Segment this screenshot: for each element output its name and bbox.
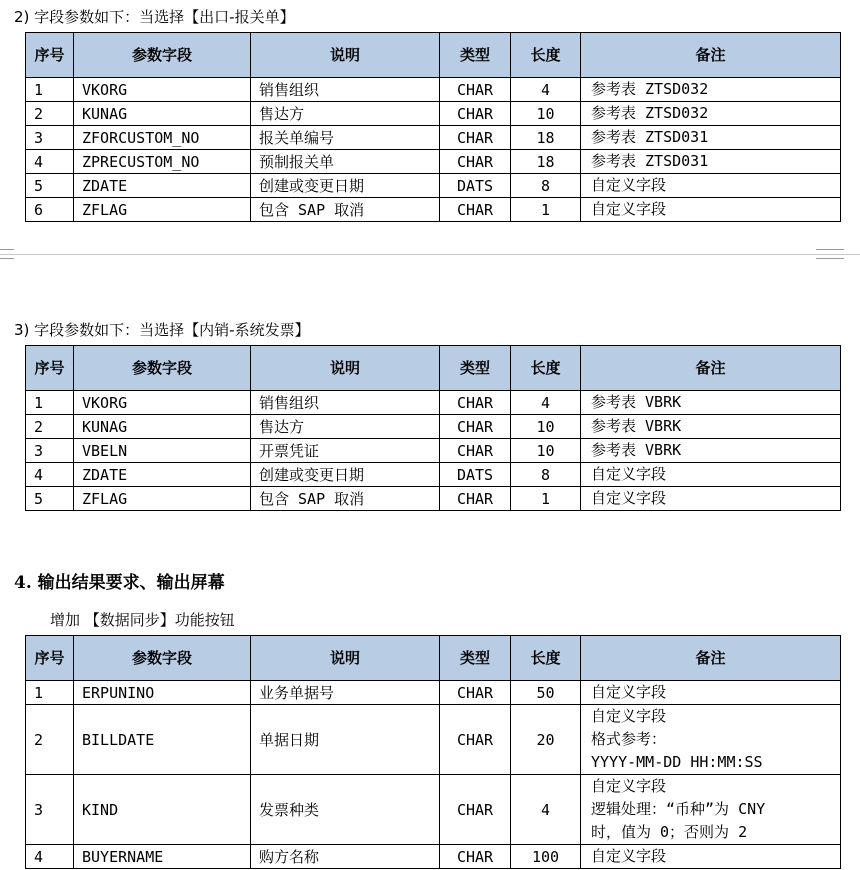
cell-remark: 自定义字段 (581, 487, 841, 511)
cell-seq: 5 (26, 174, 74, 198)
header-length: 长度 (511, 346, 581, 391)
cell-seq: 2 (26, 102, 74, 126)
header-length: 长度 (511, 33, 581, 78)
remark-line: 自定义字段 (591, 707, 667, 725)
cell-length: 8 (511, 463, 581, 487)
cell-desc: 包含 SAP 取消 (251, 487, 440, 511)
cell-length: 4 (511, 78, 581, 102)
cell-seq: 1 (26, 391, 74, 415)
cell-remark (581, 681, 841, 705)
cell-field: ZDATE (74, 463, 251, 487)
cell-type: CHAR (440, 126, 511, 150)
cell-length: 10 (511, 415, 581, 439)
cell-type: CHAR (440, 198, 511, 222)
table-row (26, 415, 841, 439)
cell-length: 18 (511, 126, 581, 150)
cell-length: 1 (511, 198, 581, 222)
output-fields-table (25, 635, 841, 869)
cell-desc: 购方名称 (251, 845, 440, 869)
cell-remark: 自定义字段 (581, 198, 841, 222)
header-seq: 序号 (26, 636, 74, 681)
cell-type: CHAR (440, 681, 511, 705)
cell-seq: 3 (26, 775, 74, 845)
table-row (26, 439, 841, 463)
cell-remark: 参考表 VBRK (581, 439, 841, 463)
domestic-invoice-params-table (25, 345, 841, 511)
header-remark: 备注 (581, 636, 841, 681)
header-description: 说明 (251, 33, 440, 78)
cell-length: 100 (511, 845, 581, 869)
cell-type: CHAR (440, 78, 511, 102)
cell-desc: 报关单编号 (251, 126, 440, 150)
remark-line: 时，值为 0；否则为 2 (591, 823, 748, 841)
table-header-row (26, 636, 841, 681)
cell-field: VKORG (74, 391, 251, 415)
cell-seq: 1 (26, 681, 74, 705)
cell-desc: 售达方 (251, 415, 440, 439)
header-param-field: 参数字段 (74, 33, 251, 78)
cell-seq: 2 (26, 415, 74, 439)
cell-desc: 单据日期 (251, 705, 440, 775)
cell-seq: 4 (26, 150, 74, 174)
header-description: 说明 (251, 636, 440, 681)
cell-length: 20 (511, 705, 581, 775)
cell-field: ZPRECUSTOM_NO (74, 150, 251, 174)
cell-remark: 参考表 VBRK (581, 391, 841, 415)
cell-length: 18 (511, 150, 581, 174)
cell-seq: 1 (26, 78, 74, 102)
cell-desc: 创建或变更日期 (251, 463, 440, 487)
cell-desc: 包含 SAP 取消 (251, 198, 440, 222)
cell-desc: 销售组织 (251, 78, 440, 102)
cell-type: CHAR (440, 150, 511, 174)
cell-remark: 参考表 VBRK (581, 415, 841, 439)
remark-line: 自定义字段 (591, 847, 667, 865)
cell-type: CHAR (440, 102, 511, 126)
cell-type: CHAR (440, 415, 511, 439)
cell-length: 8 (511, 174, 581, 198)
header-type: 类型 (440, 346, 511, 391)
header-type: 类型 (440, 33, 511, 78)
table-row (26, 174, 841, 198)
cell-desc: 销售组织 (251, 391, 440, 415)
cell-length: 4 (511, 391, 581, 415)
cell-field: ZDATE (74, 174, 251, 198)
remark-line: YYYY-MM-DD HH:MM:SS (591, 753, 763, 771)
cell-type: CHAR (440, 487, 511, 511)
cell-length: 4 (511, 775, 581, 845)
cell-seq: 4 (26, 845, 74, 869)
cell-length: 10 (511, 102, 581, 126)
remark-line: 自定义字段 (591, 683, 667, 701)
cell-field: BILLDATE (74, 705, 251, 775)
page-break-marker-right (816, 249, 844, 259)
table-row (26, 78, 841, 102)
cell-remark: 自定义字段 (581, 463, 841, 487)
cell-seq: 2 (26, 705, 74, 775)
table-row (26, 150, 841, 174)
section-2-caption: 2) 字段参数如下：当选择【出口-报关单】 (14, 8, 295, 26)
header-remark: 备注 (581, 33, 841, 78)
table-row (26, 681, 841, 705)
remark-line: 自定义字段 (591, 777, 667, 795)
cell-length: 10 (511, 439, 581, 463)
cell-type: DATS (440, 174, 511, 198)
cell-type: DATS (440, 463, 511, 487)
page-break-marker-left (0, 249, 14, 259)
cell-field: ERPUNINO (74, 681, 251, 705)
cell-remark (581, 845, 841, 869)
table-row (26, 198, 841, 222)
cell-field: VBELN (74, 439, 251, 463)
table-row (26, 775, 841, 845)
table-row (26, 391, 841, 415)
cell-seq: 3 (26, 126, 74, 150)
cell-length: 1 (511, 487, 581, 511)
cell-desc: 售达方 (251, 102, 440, 126)
header-param-field: 参数字段 (74, 346, 251, 391)
cell-field: ZFORCUSTOM_NO (74, 126, 251, 150)
cell-seq: 6 (26, 198, 74, 222)
remark-line: 逻辑处理：“币种”为 CNY (591, 800, 766, 818)
cell-type: CHAR (440, 439, 511, 463)
cell-desc: 业务单据号 (251, 681, 440, 705)
cell-field: ZFLAG (74, 487, 251, 511)
header-seq: 序号 (26, 33, 74, 78)
table-header-row (26, 33, 841, 78)
cell-remark: 参考表 ZTSD031 (581, 126, 841, 150)
cell-desc: 预制报关单 (251, 150, 440, 174)
cell-remark: 参考表 ZTSD032 (581, 102, 841, 126)
header-seq: 序号 (26, 346, 74, 391)
header-type: 类型 (440, 636, 511, 681)
table-row (26, 463, 841, 487)
cell-seq: 5 (26, 487, 74, 511)
remark-line: 格式参考： (591, 730, 667, 748)
cell-type: CHAR (440, 391, 511, 415)
export-customs-params-table (25, 32, 841, 222)
header-description: 说明 (251, 346, 440, 391)
cell-remark: 自定义字段 (581, 174, 841, 198)
section-4-caption: 增加 【数据同步】功能按钮 (50, 611, 235, 629)
table-row (26, 705, 841, 775)
header-param-field: 参数字段 (74, 636, 251, 681)
cell-field: BUYERNAME (74, 845, 251, 869)
cell-length: 50 (511, 681, 581, 705)
table-row (26, 845, 841, 869)
cell-field: KUNAG (74, 415, 251, 439)
cell-seq: 4 (26, 463, 74, 487)
cell-type: CHAR (440, 705, 511, 775)
header-remark: 备注 (581, 346, 841, 391)
cell-remark: 参考表 ZTSD031 (581, 150, 841, 174)
cell-remark (581, 775, 841, 845)
cell-field: KUNAG (74, 102, 251, 126)
table-row (26, 487, 841, 511)
section-4-heading: 4. 输出结果要求、输出屏幕 (14, 573, 225, 593)
cell-field: KIND (74, 775, 251, 845)
cell-remark: 参考表 ZTSD032 (581, 78, 841, 102)
cell-field: ZFLAG (74, 198, 251, 222)
section-3-caption: 3) 字段参数如下：当选择【内销-系统发票】 (14, 321, 310, 339)
cell-remark (581, 705, 841, 775)
header-length: 长度 (511, 636, 581, 681)
table-header-row (26, 346, 841, 391)
cell-field: VKORG (74, 78, 251, 102)
page-break-line (0, 254, 860, 255)
cell-type: CHAR (440, 845, 511, 869)
cell-desc: 发票种类 (251, 775, 440, 845)
cell-type: CHAR (440, 775, 511, 845)
table-row (26, 126, 841, 150)
table-row (26, 102, 841, 126)
cell-desc: 开票凭证 (251, 439, 440, 463)
cell-seq: 3 (26, 439, 74, 463)
cell-desc: 创建或变更日期 (251, 174, 440, 198)
